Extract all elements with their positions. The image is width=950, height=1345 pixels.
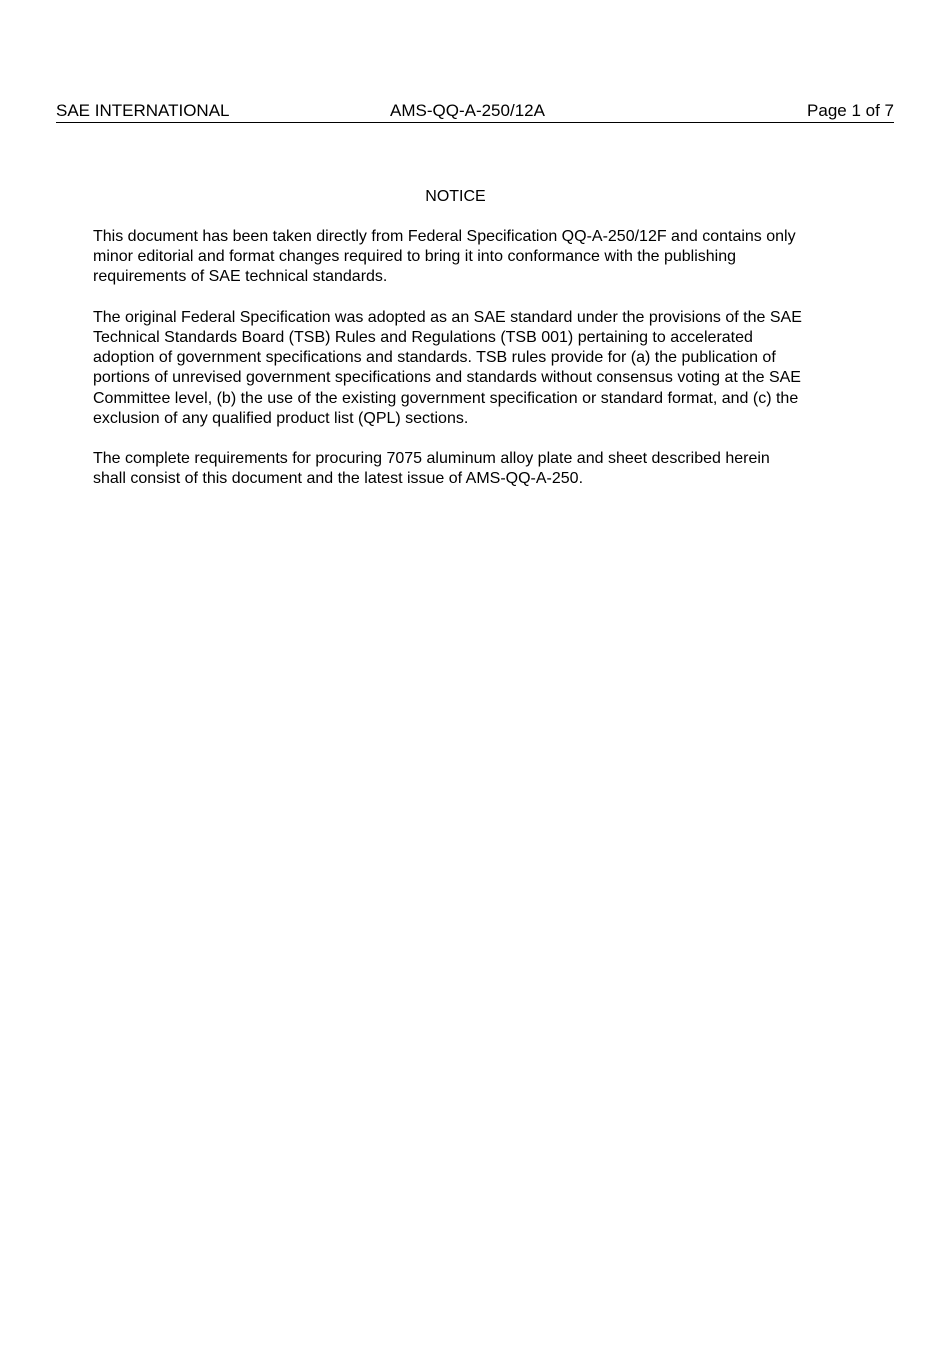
- header-organization: SAE INTERNATIONAL: [56, 101, 230, 120]
- notice-paragraph: This document has been taken directly from Federal Specification QQ-A-250/12F and contains only minor editorial and format changes required to bring it into conformance with the publishing requirements of SAE technical standards.: [93, 228, 796, 286]
- notice-paragraph: The complete requirements for procuring 7075 aluminum alloy plate and sheet described herein shall consist of this document and the latest issue of AMS-QQ-A-250.: [93, 450, 770, 488]
- header-page-indicator: Page 1 of 7: [807, 101, 894, 120]
- header-document-number: AMS-QQ-A-250/12A: [390, 101, 545, 120]
- notice-body: [93, 227, 853, 510]
- notice-title: NOTICE: [425, 188, 486, 205]
- page-header: [56, 100, 894, 123]
- notice-paragraph: The original Federal Specification was adopted as an SAE standard under the provisions of the SAE Technical Standards Board (TSB) Rules and Regulations (TSB 001) pertaining to accelerated adoption of government specifications and standards. TSB rules provide for (a) the publication of portions of unrevised government specifications and standards without consensus voting at the SAE Committee level, (b) the use of the existing government specification or standard format, and (c) the exclusion of any qualified product list (QPL) sections.: [93, 308, 802, 427]
